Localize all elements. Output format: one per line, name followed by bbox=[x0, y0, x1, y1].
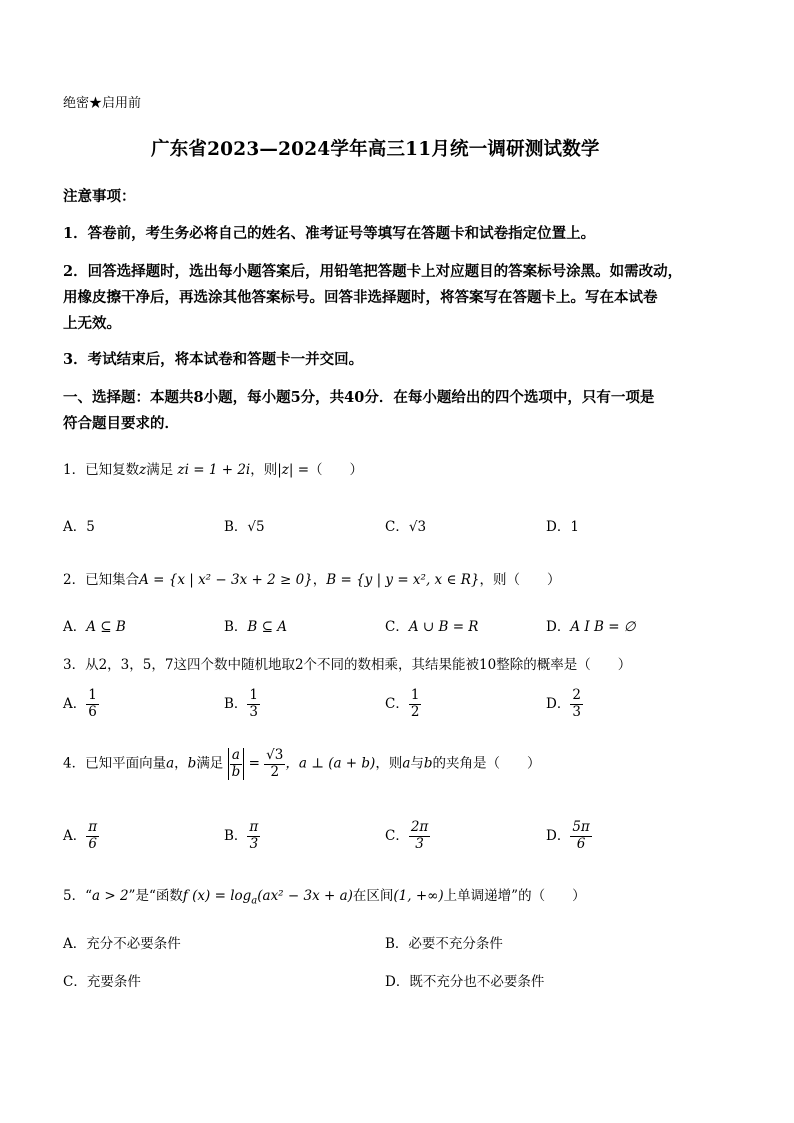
denominator: 3 bbox=[249, 703, 259, 720]
option-label: D． bbox=[546, 619, 571, 635]
denominator: 3 bbox=[249, 835, 259, 852]
q5-interval: (1, +∞) bbox=[393, 888, 444, 904]
denominator: 6 bbox=[576, 835, 586, 852]
q3-option-c bbox=[385, 688, 421, 720]
option-value: 必要不充分条件 bbox=[408, 936, 503, 952]
q5-log-base: a bbox=[251, 895, 258, 907]
numerator: √3 bbox=[266, 747, 284, 763]
option-label: B． bbox=[224, 619, 248, 635]
fraction bbox=[86, 688, 99, 720]
option-value: 既不充分也不必要条件 bbox=[409, 974, 545, 990]
q5-function: f (x) = log bbox=[182, 888, 252, 904]
q2-option-c bbox=[385, 615, 478, 635]
notice-item-2-line-3: 上无效。 bbox=[63, 315, 121, 332]
q1-option-b bbox=[224, 515, 265, 535]
q1-paren: （ ） bbox=[309, 462, 364, 478]
numerator: 2 bbox=[572, 687, 581, 703]
q4-option-d bbox=[546, 820, 592, 852]
fraction bbox=[570, 820, 591, 852]
q3-option-d bbox=[546, 688, 583, 720]
q1-option-a bbox=[63, 515, 95, 535]
q5-argument: (ax² − 3x + a) bbox=[257, 888, 353, 904]
q2-set-a: A = {x | x² − 3x + 2 ≥ 0} bbox=[139, 572, 313, 588]
fraction bbox=[247, 820, 260, 852]
option-label: D． bbox=[546, 827, 571, 844]
q5-text: ”是“函数 bbox=[128, 888, 183, 904]
denominator: 3 bbox=[572, 703, 581, 720]
denominator: 2 bbox=[410, 703, 420, 720]
option-value: 5 bbox=[86, 519, 95, 535]
fraction bbox=[409, 820, 430, 852]
denominator: 2 bbox=[270, 763, 280, 780]
q5-option-c bbox=[63, 970, 141, 990]
q4-magnitude-ratio bbox=[228, 748, 245, 780]
q5-condition: a > 2 bbox=[92, 888, 129, 904]
q4-equals: = bbox=[248, 755, 260, 772]
q1-text: 满足 bbox=[146, 462, 174, 478]
option-label: D． bbox=[546, 519, 571, 535]
question-4-stem bbox=[63, 748, 541, 780]
option-label: A． bbox=[63, 519, 87, 535]
q1-option-c bbox=[385, 515, 426, 535]
option-value: 1 bbox=[570, 519, 579, 535]
numerator: 1 bbox=[88, 687, 97, 703]
q3-option-a bbox=[63, 688, 99, 720]
fraction bbox=[409, 688, 422, 720]
option-label: D． bbox=[385, 974, 410, 990]
section1-heading-line-2: 符合题目要求的． bbox=[63, 415, 179, 432]
option-label: C． bbox=[63, 974, 87, 990]
section1-heading-line-1: 一、选择题：本题共8小题，每小题5分，共40分．在每小题给出的四个选项中，只有一项是 bbox=[63, 389, 655, 406]
q2-text: ，则（ ） bbox=[479, 572, 561, 588]
option-label: B． bbox=[224, 827, 248, 844]
q1-var: z bbox=[139, 462, 147, 478]
q4-text: ， bbox=[174, 755, 188, 772]
option-label: A． bbox=[63, 619, 87, 635]
fraction bbox=[247, 688, 260, 720]
q4-rhs-fraction bbox=[264, 748, 285, 780]
q3-option-b bbox=[224, 688, 260, 720]
numerator: 1 bbox=[249, 687, 259, 703]
option-label: A． bbox=[63, 695, 87, 712]
q4-text: 4．已知平面向量 bbox=[63, 755, 167, 772]
notice-item-3: 3．考试结束后，将本试卷和答题卡一并交回。 bbox=[63, 351, 364, 368]
q4-option-a bbox=[63, 820, 99, 852]
question-2-stem bbox=[63, 568, 560, 588]
option-value: B ⊆ A bbox=[247, 619, 287, 635]
question-3-stem: 3．从2，3，5，7这四个数中随机地取2个不同的数相乘，其结果能被10整除的概率是（ ） bbox=[63, 657, 632, 673]
option-label: C． bbox=[385, 519, 409, 535]
option-label: C． bbox=[385, 827, 409, 844]
q2-text: ， bbox=[312, 572, 327, 588]
question-1-stem bbox=[63, 458, 363, 478]
q2-option-d bbox=[546, 615, 636, 635]
option-value: √3 bbox=[408, 519, 427, 535]
q5-text: 在区间 bbox=[352, 888, 394, 904]
numerator: π bbox=[88, 819, 98, 835]
q4-option-c bbox=[385, 820, 430, 852]
option-value: A ⊆ B bbox=[86, 619, 126, 635]
option-value: 充分不必要条件 bbox=[86, 936, 181, 952]
q4-perpendicular: ，a ⊥ (a + b) bbox=[285, 755, 376, 772]
q2-set-b: B = {y | y = x², x ∈ R} bbox=[326, 572, 480, 588]
q2-option-b bbox=[224, 615, 287, 635]
q5-text: 上单调递增”的（ ） bbox=[443, 888, 586, 904]
fraction bbox=[570, 688, 583, 720]
option-label: C． bbox=[385, 695, 409, 712]
q1-option-d bbox=[546, 515, 579, 535]
numerator: a bbox=[230, 748, 243, 765]
option-label: B． bbox=[224, 519, 248, 535]
question-5-stem bbox=[63, 884, 586, 907]
q4-text: 满足 bbox=[196, 755, 224, 772]
option-value: 充要条件 bbox=[86, 974, 141, 990]
fraction bbox=[86, 820, 99, 852]
option-label: A． bbox=[63, 827, 87, 844]
q1-text: ，则 bbox=[250, 462, 278, 478]
q1-abs: |z| = bbox=[277, 462, 310, 478]
q4-vector-a: a bbox=[402, 755, 411, 772]
exam-title: 广东省2023—2024学年高三11月统一调研测试数学 bbox=[151, 139, 600, 160]
option-label: C． bbox=[385, 619, 409, 635]
q2-option-a bbox=[63, 615, 126, 635]
denominator: b bbox=[231, 763, 241, 780]
option-label: B． bbox=[385, 936, 409, 952]
q4-text: 的夹角是（ ） bbox=[432, 755, 541, 772]
q4-text: 与 bbox=[410, 755, 424, 772]
option-value: √5 bbox=[247, 519, 265, 535]
numerator: π bbox=[249, 819, 259, 835]
denominator: 6 bbox=[88, 703, 97, 720]
q5-option-d bbox=[385, 970, 544, 990]
notice-item-2-line-1: 2．回答选择题时，选出每小题答案后，用铅笔把答题卡上对应题目的答案标号涂黑。如需改动， bbox=[63, 263, 683, 280]
confidential-mark: 绝密★启用前 bbox=[63, 96, 142, 111]
q4-text: ，则 bbox=[375, 755, 403, 772]
option-label: B． bbox=[224, 695, 248, 712]
q5-text: 5．“ bbox=[63, 888, 92, 904]
q2-text: 2．已知集合 bbox=[63, 572, 140, 588]
numerator: 2π bbox=[410, 819, 429, 835]
notice-item-1: 1．答卷前，考生务必将自己的姓名、准考证号等填写在答题卡和试卷指定位置上。 bbox=[63, 225, 596, 242]
denominator: 6 bbox=[88, 835, 97, 852]
q5-option-b bbox=[385, 932, 503, 952]
q4-vector-b: b bbox=[423, 755, 433, 772]
q4-vector-a: a bbox=[166, 755, 175, 772]
notice-heading: 注意事项： bbox=[63, 188, 136, 205]
q1-text: 1．已知复数 bbox=[63, 462, 140, 478]
q4-option-b bbox=[224, 820, 260, 852]
q1-equation: zi = 1 + 2i bbox=[177, 462, 251, 478]
q5-option-a bbox=[63, 932, 181, 952]
option-label: D． bbox=[546, 695, 571, 712]
option-value: A ∪ B = R bbox=[408, 619, 479, 635]
option-label: A． bbox=[63, 936, 87, 952]
numerator: 5π bbox=[572, 819, 590, 835]
notice-item-2-line-2: 用橡皮擦干净后，再选涂其他答案标号。回答非选择题时，将答案写在答题卡上。写在本试卷 bbox=[63, 289, 658, 306]
numerator: 1 bbox=[410, 687, 420, 703]
option-value: A I B = ∅ bbox=[570, 619, 636, 635]
q4-vector-b: b bbox=[187, 755, 197, 772]
denominator: 3 bbox=[415, 835, 424, 852]
